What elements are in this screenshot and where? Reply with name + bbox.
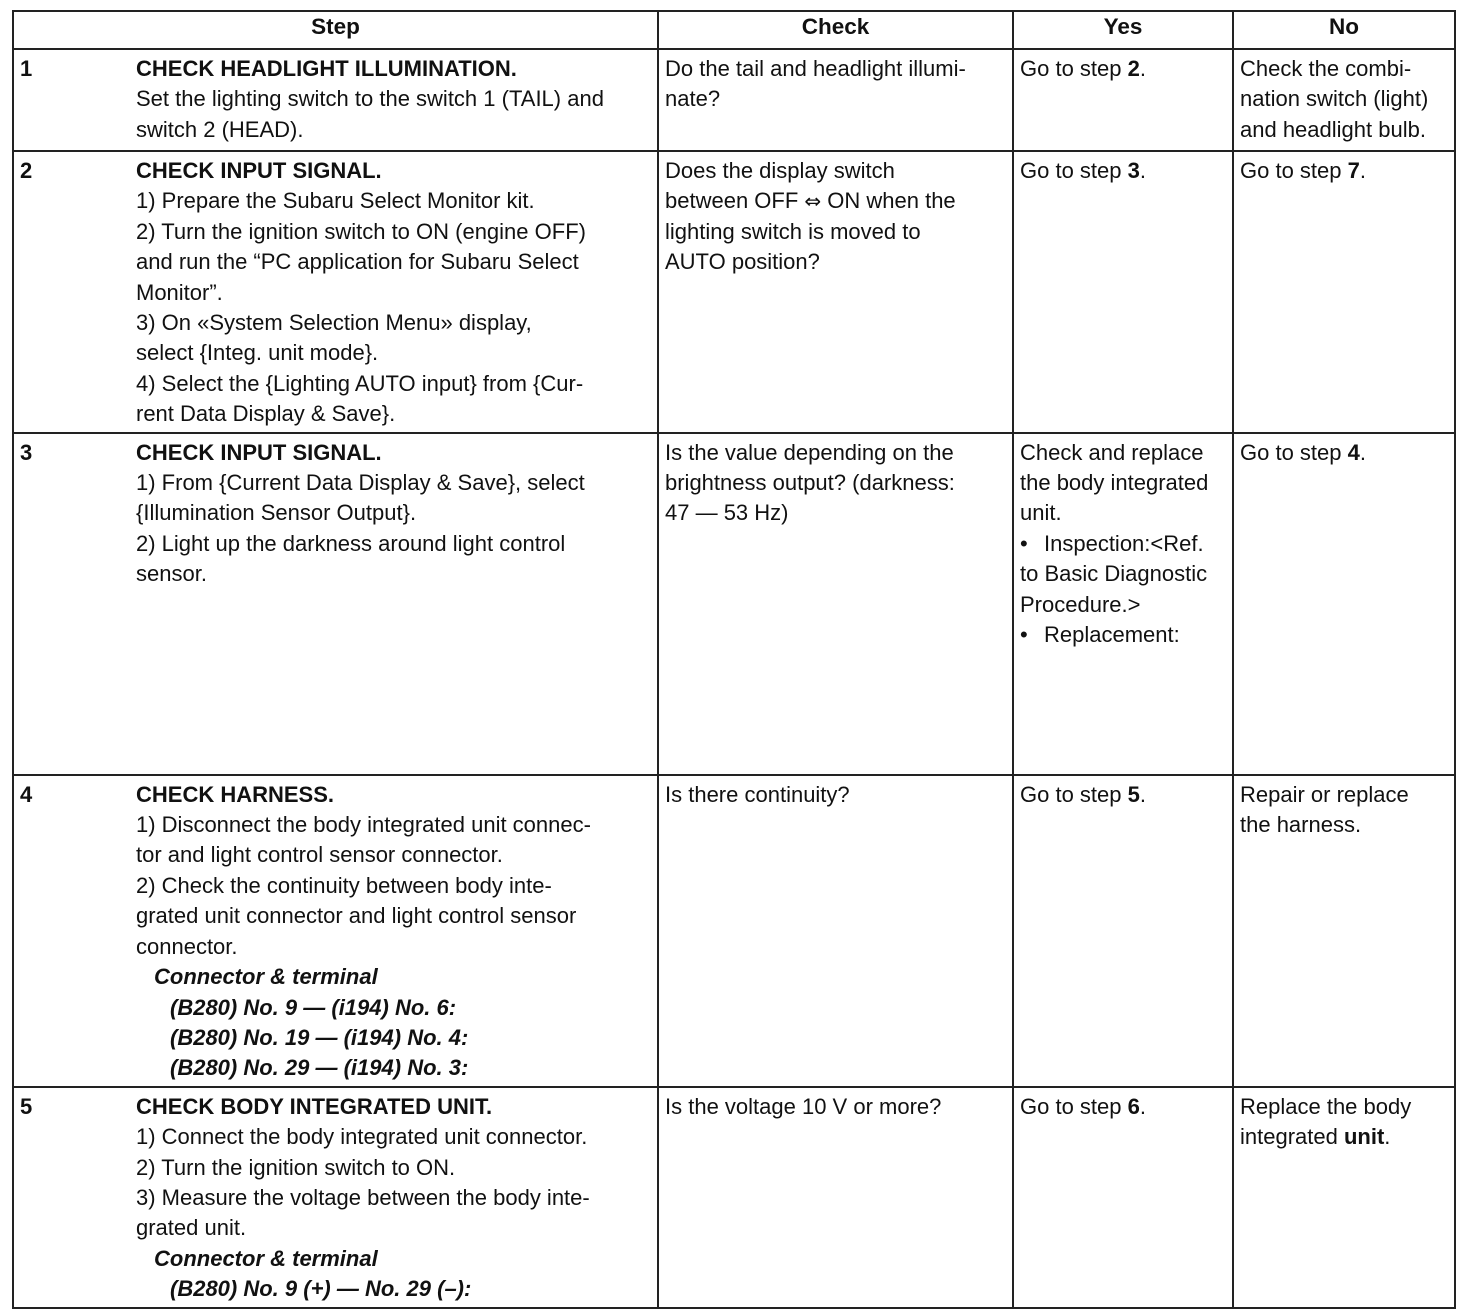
- step-line: 2) Check the continuity between body inte-: [136, 872, 552, 898]
- connector-terminal: (B280) No. 9 (+) — No. 29 (–):: [170, 1276, 472, 1302]
- yes-cell: [1013, 49, 1233, 151]
- check-cell: [658, 151, 1013, 433]
- no-cell: [1233, 151, 1455, 433]
- no-cell: [1233, 49, 1455, 151]
- check-line: 47 — 53 Hz): [665, 500, 789, 526]
- connector-heading: Connector & terminal: [154, 964, 378, 990]
- no-cell: [1233, 433, 1455, 775]
- no-line: and headlight bulb.: [1240, 116, 1426, 142]
- connector-terminal: (B280) No. 19 — (i194) No. 4:: [170, 1024, 469, 1050]
- step-line: Set the lighting switch to the switch 1 (TAIL) and: [136, 86, 604, 112]
- check-line: Is there continuity?: [665, 781, 850, 807]
- step-number: 5: [20, 1093, 33, 1119]
- header-no: No: [1233, 11, 1455, 49]
- no-step-link: 7: [1347, 158, 1360, 183]
- yes-cell: [1013, 433, 1233, 775]
- bullet-text: Inspection:<Ref.: [1044, 530, 1204, 556]
- no-line: Repair or replace: [1240, 781, 1409, 807]
- step-line: sensor.: [136, 561, 207, 587]
- step-number: 4: [20, 781, 33, 807]
- yes-bullet-inspection: [1020, 529, 1226, 559]
- yes-text: Go to step 2.: [1020, 56, 1146, 81]
- step-line: 3) On «System Selection Menu» display,: [136, 310, 532, 336]
- yes-line: Check and replace: [1020, 439, 1204, 465]
- no-text: Go to step 7.: [1240, 158, 1366, 183]
- step-cell: [13, 1087, 658, 1308]
- header-step: Step: [13, 11, 658, 49]
- yes-line: unit.: [1020, 500, 1062, 526]
- table-row-step-2: [13, 151, 1455, 433]
- step-title: CHECK BODY INTEGRATED UNIT.: [136, 1093, 493, 1119]
- no-cell: [1233, 1087, 1455, 1308]
- no-line: the harness.: [1240, 812, 1362, 838]
- double-arrow-icon: ⇔: [804, 189, 822, 214]
- header-check: Check: [658, 11, 1013, 49]
- check-line: Is the voltage 10 V or more?: [665, 1093, 942, 1119]
- step-line: 1) Connect the body integrated unit connector.: [136, 1124, 588, 1150]
- table-row-step-1: [13, 49, 1455, 151]
- step-line: 2) Turn the ignition switch to ON (engine OFF): [136, 218, 586, 244]
- step-title: CHECK HEADLIGHT ILLUMINATION.: [136, 56, 517, 81]
- step-line: 2) Turn the ignition switch to ON.: [136, 1154, 456, 1180]
- step-title: CHECK HARNESS.: [136, 781, 335, 807]
- yes-cell: [1013, 1087, 1233, 1308]
- step-number: 1: [20, 56, 33, 81]
- yes-step-link: 2: [1127, 56, 1140, 81]
- yes-cell: [1013, 151, 1233, 433]
- table-row-step-3: [13, 433, 1455, 775]
- check-cell: [658, 433, 1013, 775]
- check-line: nate?: [665, 86, 721, 112]
- step-line: tor and light control sensor connector.: [136, 842, 503, 868]
- header-yes: Yes: [1013, 11, 1233, 49]
- step-line: grated unit connector and light control sensor: [136, 903, 577, 929]
- yes-line: the body integrated: [1020, 470, 1209, 496]
- table-row-step-5: [13, 1087, 1455, 1308]
- step-title: CHECK INPUT SIGNAL.: [136, 158, 382, 183]
- yes-text: Go to step 5.: [1020, 781, 1146, 807]
- yes-text: Go to step 3.: [1020, 158, 1146, 183]
- step-line: {Illumination Sensor Output}.: [136, 500, 417, 526]
- check-cell: [658, 1087, 1013, 1308]
- step-number: 3: [20, 439, 33, 465]
- step-line: 1) From {Current Data Display & Save}, select: [136, 470, 585, 496]
- no-text: Go to step 4.: [1240, 439, 1366, 465]
- step-line: rent Data Display & Save}.: [136, 401, 396, 427]
- bullet-text: Replacement:: [1044, 622, 1180, 648]
- step-line: 1) Disconnect the body integrated unit connec-: [136, 812, 591, 838]
- connector-terminal: (B280) No. 29 — (i194) No. 3:: [170, 1055, 469, 1081]
- yes-step-link: 5: [1127, 781, 1140, 807]
- yes-text: Go to step 6.: [1020, 1093, 1146, 1119]
- table-row-step-4: [13, 775, 1455, 1087]
- no-step-link: 4: [1347, 439, 1360, 465]
- step-line: and run the “PC application for Subaru Select: [136, 249, 579, 275]
- check-line: lighting switch is moved to: [665, 218, 921, 244]
- step-cell: [13, 49, 658, 151]
- check-line: Does the display switch: [665, 158, 895, 183]
- step-line: select {Integ. unit mode}.: [136, 340, 379, 366]
- step-line: 1) Prepare the Subaru Select Monitor kit.: [136, 188, 535, 214]
- step-line: 2) Light up the darkness around light control: [136, 530, 566, 556]
- diagnostic-table: [12, 10, 1456, 1309]
- step-number: 2: [20, 158, 33, 183]
- step-line: switch 2 (HEAD).: [136, 116, 304, 142]
- yes-line: to Basic Diagnostic: [1020, 561, 1208, 587]
- yes-step-link: 3: [1127, 158, 1140, 183]
- yes-cell: [1013, 775, 1233, 1087]
- yes-bullet-replacement: [1020, 620, 1226, 650]
- step-cell: [13, 151, 658, 433]
- check-cell: [658, 49, 1013, 151]
- check-line: between OFF ⇔ ON when the: [665, 188, 956, 214]
- yes-line: Procedure.>: [1020, 591, 1141, 617]
- diagnostic-table-page: [12, 10, 1456, 1309]
- no-line: Check the combi-: [1240, 56, 1412, 81]
- check-line: brightness output? (darkness:: [665, 470, 955, 496]
- yes-step-link: 6: [1127, 1093, 1140, 1119]
- no-line: nation switch (light): [1240, 86, 1429, 112]
- step-line: 3) Measure the voltage between the body inte-: [136, 1184, 590, 1210]
- check-line: Do the tail and headlight illumi-: [665, 56, 966, 81]
- step-title: CHECK INPUT SIGNAL.: [136, 439, 382, 465]
- connector-heading: Connector & terminal: [154, 1245, 378, 1271]
- no-cell: [1233, 775, 1455, 1087]
- step-cell: [13, 433, 658, 775]
- connector-terminal: (B280) No. 9 — (i194) No. 6:: [170, 994, 457, 1020]
- step-line: Monitor”.: [136, 279, 223, 305]
- step-cell: [13, 775, 658, 1087]
- bullet-icon: •: [1020, 622, 1028, 648]
- bullet-icon: •: [1020, 530, 1028, 556]
- step-line: connector.: [136, 933, 238, 959]
- step-line: grated unit.: [136, 1215, 247, 1241]
- no-line: Replace the body: [1240, 1093, 1412, 1119]
- no-text: integrated unit.: [1240, 1124, 1391, 1150]
- step-line: 4) Select the {Lighting AUTO input} from {Cur-: [136, 370, 584, 396]
- check-line: Is the value depending on the: [665, 439, 954, 465]
- header-row: [13, 11, 1455, 49]
- check-line: AUTO position?: [665, 249, 820, 275]
- check-cell: [658, 775, 1013, 1087]
